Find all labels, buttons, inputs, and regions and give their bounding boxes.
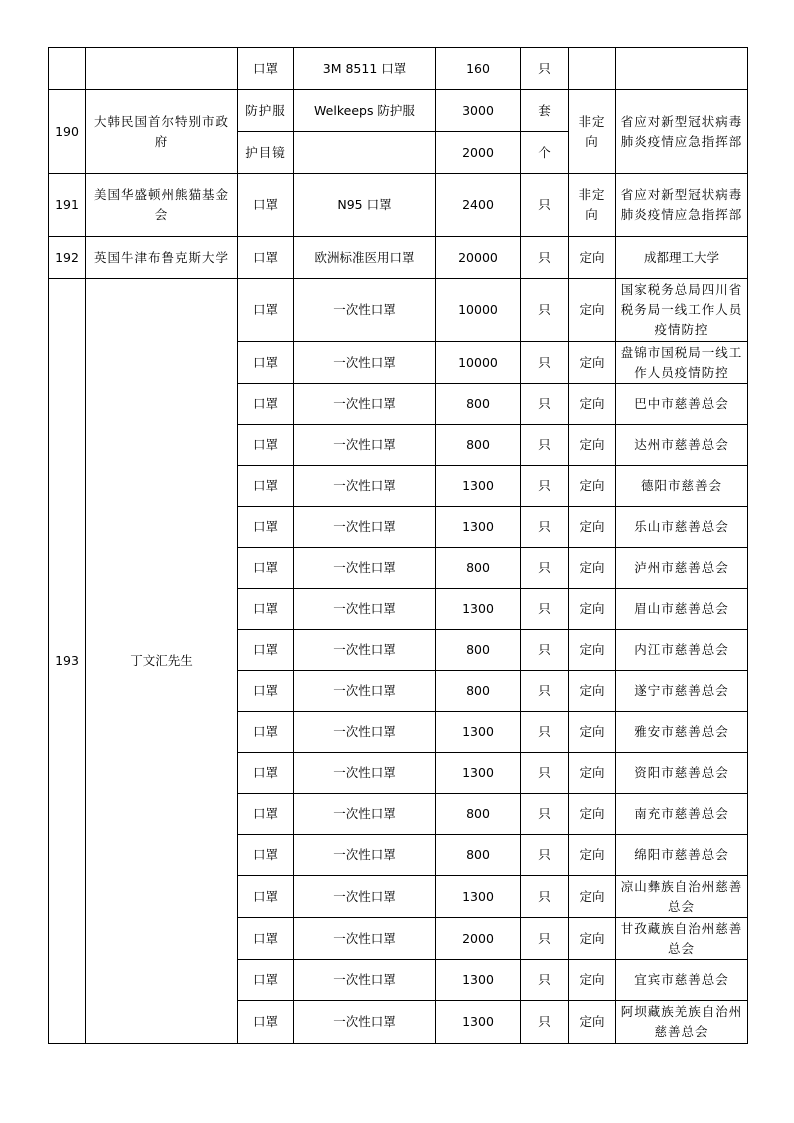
qty-cell: 800 [436, 548, 521, 589]
recipient-cell: 成都理工大学 [616, 237, 748, 279]
item-cell: 口罩 [238, 589, 294, 630]
spec-cell: 一次性口罩 [294, 671, 436, 712]
unit-cell: 只 [521, 794, 569, 835]
unit-cell: 套 [521, 90, 569, 132]
spec-cell: 一次性口罩 [294, 918, 436, 960]
unit-cell: 只 [521, 630, 569, 671]
item-cell: 口罩 [238, 876, 294, 918]
spec-cell [294, 132, 436, 174]
kind-cell: 定向 [569, 548, 616, 589]
table-row [49, 174, 748, 237]
donor-cell [86, 48, 238, 90]
item-cell: 口罩 [238, 237, 294, 279]
table-row [49, 279, 748, 342]
qty-cell: 1300 [436, 1001, 521, 1044]
item-cell: 口罩 [238, 342, 294, 384]
kind-cell: 非定向 [569, 174, 616, 237]
unit-cell: 只 [521, 918, 569, 960]
qty-cell: 2400 [436, 174, 521, 237]
unit-cell: 只 [521, 48, 569, 90]
spec-cell: 一次性口罩 [294, 384, 436, 425]
kind-cell: 定向 [569, 876, 616, 918]
qty-cell: 10000 [436, 279, 521, 342]
recipient-cell: 泸州市慈善总会 [616, 548, 748, 589]
item-cell: 口罩 [238, 960, 294, 1001]
unit-cell: 只 [521, 507, 569, 548]
kind-cell: 定向 [569, 589, 616, 630]
spec-cell: 一次性口罩 [294, 342, 436, 384]
qty-cell: 1300 [436, 507, 521, 548]
item-cell: 口罩 [238, 384, 294, 425]
unit-cell: 只 [521, 753, 569, 794]
spec-cell: Welkeeps 防护服 [294, 90, 436, 132]
no-cell: 190 [49, 90, 86, 174]
spec-cell: 一次性口罩 [294, 712, 436, 753]
kind-cell: 定向 [569, 425, 616, 466]
item-cell: 口罩 [238, 918, 294, 960]
unit-cell: 只 [521, 876, 569, 918]
recipient-cell: 德阳市慈善会 [616, 466, 748, 507]
kind-cell [569, 48, 616, 90]
table-row [49, 90, 748, 132]
recipient-cell: 凉山彝族自治州慈善总会 [616, 876, 748, 918]
kind-cell: 定向 [569, 794, 616, 835]
spec-cell: 一次性口罩 [294, 630, 436, 671]
table-row [49, 237, 748, 279]
recipient-cell: 雅安市慈善总会 [616, 712, 748, 753]
qty-cell: 1300 [436, 960, 521, 1001]
recipient-cell: 盘锦市国税局一线工作人员疫情防控 [616, 342, 748, 384]
qty-cell: 800 [436, 384, 521, 425]
qty-cell: 160 [436, 48, 521, 90]
item-cell: 口罩 [238, 1001, 294, 1044]
kind-cell: 非定向 [569, 90, 616, 174]
qty-cell: 800 [436, 835, 521, 876]
kind-cell: 定向 [569, 237, 616, 279]
kind-cell: 定向 [569, 671, 616, 712]
recipient-cell: 宜宾市慈善总会 [616, 960, 748, 1001]
item-cell: 口罩 [238, 712, 294, 753]
recipient-cell: 省应对新型冠状病毒肺炎疫情应急指挥部 [616, 90, 748, 174]
kind-cell: 定向 [569, 630, 616, 671]
unit-cell: 只 [521, 425, 569, 466]
qty-cell: 800 [436, 794, 521, 835]
qty-cell: 1300 [436, 466, 521, 507]
recipient-cell: 内江市慈善总会 [616, 630, 748, 671]
qty-cell: 1300 [436, 753, 521, 794]
qty-cell: 2000 [436, 918, 521, 960]
unit-cell: 只 [521, 589, 569, 630]
spec-cell: 一次性口罩 [294, 507, 436, 548]
kind-cell: 定向 [569, 712, 616, 753]
recipient-cell: 巴中市慈善总会 [616, 384, 748, 425]
donor-cell: 大韩民国首尔特别市政府 [86, 90, 238, 174]
no-cell [49, 48, 86, 90]
recipient-cell [616, 48, 748, 90]
unit-cell: 只 [521, 279, 569, 342]
item-cell: 护目镜 [238, 132, 294, 174]
recipient-cell: 绵阳市慈善总会 [616, 835, 748, 876]
item-cell: 口罩 [238, 835, 294, 876]
spec-cell: 一次性口罩 [294, 876, 436, 918]
kind-cell: 定向 [569, 960, 616, 1001]
spec-cell: 一次性口罩 [294, 753, 436, 794]
unit-cell: 只 [521, 835, 569, 876]
recipient-cell: 乐山市慈善总会 [616, 507, 748, 548]
spec-cell: 一次性口罩 [294, 466, 436, 507]
kind-cell: 定向 [569, 753, 616, 794]
item-cell: 防护服 [238, 90, 294, 132]
no-cell: 193 [49, 279, 86, 1044]
item-cell: 口罩 [238, 48, 294, 90]
item-cell: 口罩 [238, 466, 294, 507]
qty-cell: 1300 [436, 712, 521, 753]
kind-cell: 定向 [569, 835, 616, 876]
unit-cell: 只 [521, 174, 569, 237]
spec-cell: N95 口罩 [294, 174, 436, 237]
unit-cell: 只 [521, 237, 569, 279]
recipient-cell: 眉山市慈善总会 [616, 589, 748, 630]
spec-cell: 一次性口罩 [294, 1001, 436, 1044]
qty-cell: 3000 [436, 90, 521, 132]
recipient-cell: 南充市慈善总会 [616, 794, 748, 835]
item-cell: 口罩 [238, 174, 294, 237]
recipient-cell: 资阳市慈善总会 [616, 753, 748, 794]
recipient-cell: 甘孜藏族自治州慈善总会 [616, 918, 748, 960]
kind-cell: 定向 [569, 384, 616, 425]
item-cell: 口罩 [238, 279, 294, 342]
qty-cell: 10000 [436, 342, 521, 384]
qty-cell: 800 [436, 425, 521, 466]
spec-cell: 一次性口罩 [294, 835, 436, 876]
kind-cell: 定向 [569, 279, 616, 342]
spec-cell: 一次性口罩 [294, 425, 436, 466]
item-cell: 口罩 [238, 425, 294, 466]
unit-cell: 只 [521, 466, 569, 507]
item-cell: 口罩 [238, 671, 294, 712]
unit-cell: 只 [521, 671, 569, 712]
unit-cell: 个 [521, 132, 569, 174]
spec-cell: 一次性口罩 [294, 960, 436, 1001]
unit-cell: 只 [521, 342, 569, 384]
recipient-cell: 阿坝藏族羌族自治州慈善总会 [616, 1001, 748, 1044]
item-cell: 口罩 [238, 507, 294, 548]
kind-cell: 定向 [569, 507, 616, 548]
recipient-cell: 遂宁市慈善总会 [616, 671, 748, 712]
item-cell: 口罩 [238, 753, 294, 794]
spec-cell: 欧洲标准医用口罩 [294, 237, 436, 279]
kind-cell: 定向 [569, 342, 616, 384]
recipient-cell: 省应对新型冠状病毒肺炎疫情应急指挥部 [616, 174, 748, 237]
no-cell: 191 [49, 174, 86, 237]
spec-cell: 3M 8511 口罩 [294, 48, 436, 90]
item-cell: 口罩 [238, 630, 294, 671]
recipient-cell: 达州市慈善总会 [616, 425, 748, 466]
qty-cell: 20000 [436, 237, 521, 279]
qty-cell: 1300 [436, 589, 521, 630]
qty-cell: 800 [436, 630, 521, 671]
kind-cell: 定向 [569, 918, 616, 960]
qty-cell: 1300 [436, 876, 521, 918]
spec-cell: 一次性口罩 [294, 548, 436, 589]
qty-cell: 800 [436, 671, 521, 712]
unit-cell: 只 [521, 548, 569, 589]
donor-cell: 丁文汇先生 [86, 279, 238, 1044]
recipient-cell: 国家税务总局四川省税务局一线工作人员疫情防控 [616, 279, 748, 342]
spec-cell: 一次性口罩 [294, 279, 436, 342]
spec-cell: 一次性口罩 [294, 794, 436, 835]
no-cell: 192 [49, 237, 86, 279]
donor-cell: 英国牛津布鲁克斯大学 [86, 237, 238, 279]
item-cell: 口罩 [238, 548, 294, 589]
unit-cell: 只 [521, 1001, 569, 1044]
qty-cell: 2000 [436, 132, 521, 174]
donor-cell: 美国华盛顿州熊猫基金会 [86, 174, 238, 237]
unit-cell: 只 [521, 960, 569, 1001]
kind-cell: 定向 [569, 1001, 616, 1044]
donation-table [48, 47, 748, 1044]
kind-cell: 定向 [569, 466, 616, 507]
unit-cell: 只 [521, 712, 569, 753]
table-row [49, 48, 748, 90]
unit-cell: 只 [521, 384, 569, 425]
item-cell: 口罩 [238, 794, 294, 835]
spec-cell: 一次性口罩 [294, 589, 436, 630]
